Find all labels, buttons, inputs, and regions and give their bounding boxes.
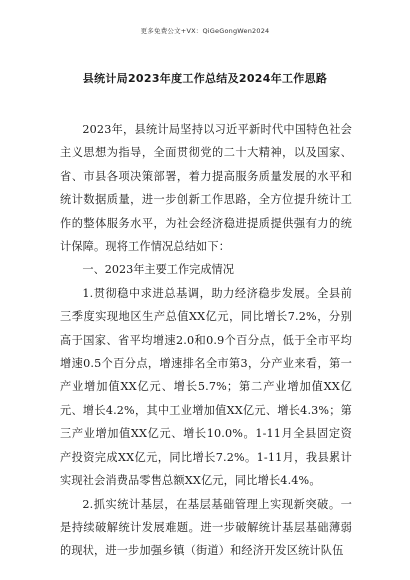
intro-paragraph: 2023年，县统计局坚持以习近平新时代中国特色社会主义思想为指导，全面贯彻党的二十大精神，以及国家、省、市县各项决策部署，着力提高服务质量发展的水平和统计数据质量，进一步创新工作思路，全方位提升统计工作的整体服务水平，为社会经济稳进提质提供强有力的统计保障。现将工作情况总结如下：	[60, 123, 352, 254]
document-body	[60, 118, 352, 563]
section-heading: 一、2023年主要工作完成情况	[82, 263, 234, 277]
header-note: 更多免费公文+VX：QiGeGongWen2024	[140, 27, 270, 35]
item-paragraph-2: 2.抓实统计基层，在基层基础管理上实现新突破。一是持续破解统计发展难题。进一步破解统计基层基础薄弱的现状，进一步加强乡镇（街道）和经济开发区统计队伍	[60, 497, 352, 558]
document-title: 县统计局2023年度工作总结及2024年工作思路	[82, 72, 328, 85]
item-paragraph-1: 1.贯彻稳中求进总基调，助力经济稳步发展。全县前三季度实现地区生产总值XX亿元，同比增长7.2%，分别高于国家、省平均增速2.0和0.9个百分点，低于全市平均增速0.5个百分点，增速排名全市第3，分产业来看，第一产业增加值XX亿元、增长5.7%；第二产业增加值XX亿元、增长4.2%，其中工业增加值XX亿元、增长4.3%；第三产业增加值XX亿元、增长10.0%。1-11月全县固定资产投资完成XX亿元，同比增长7.2%。1-11月，我县累计实现社会消费品零售总额XX亿元，同比增长4.4%。	[60, 286, 352, 488]
